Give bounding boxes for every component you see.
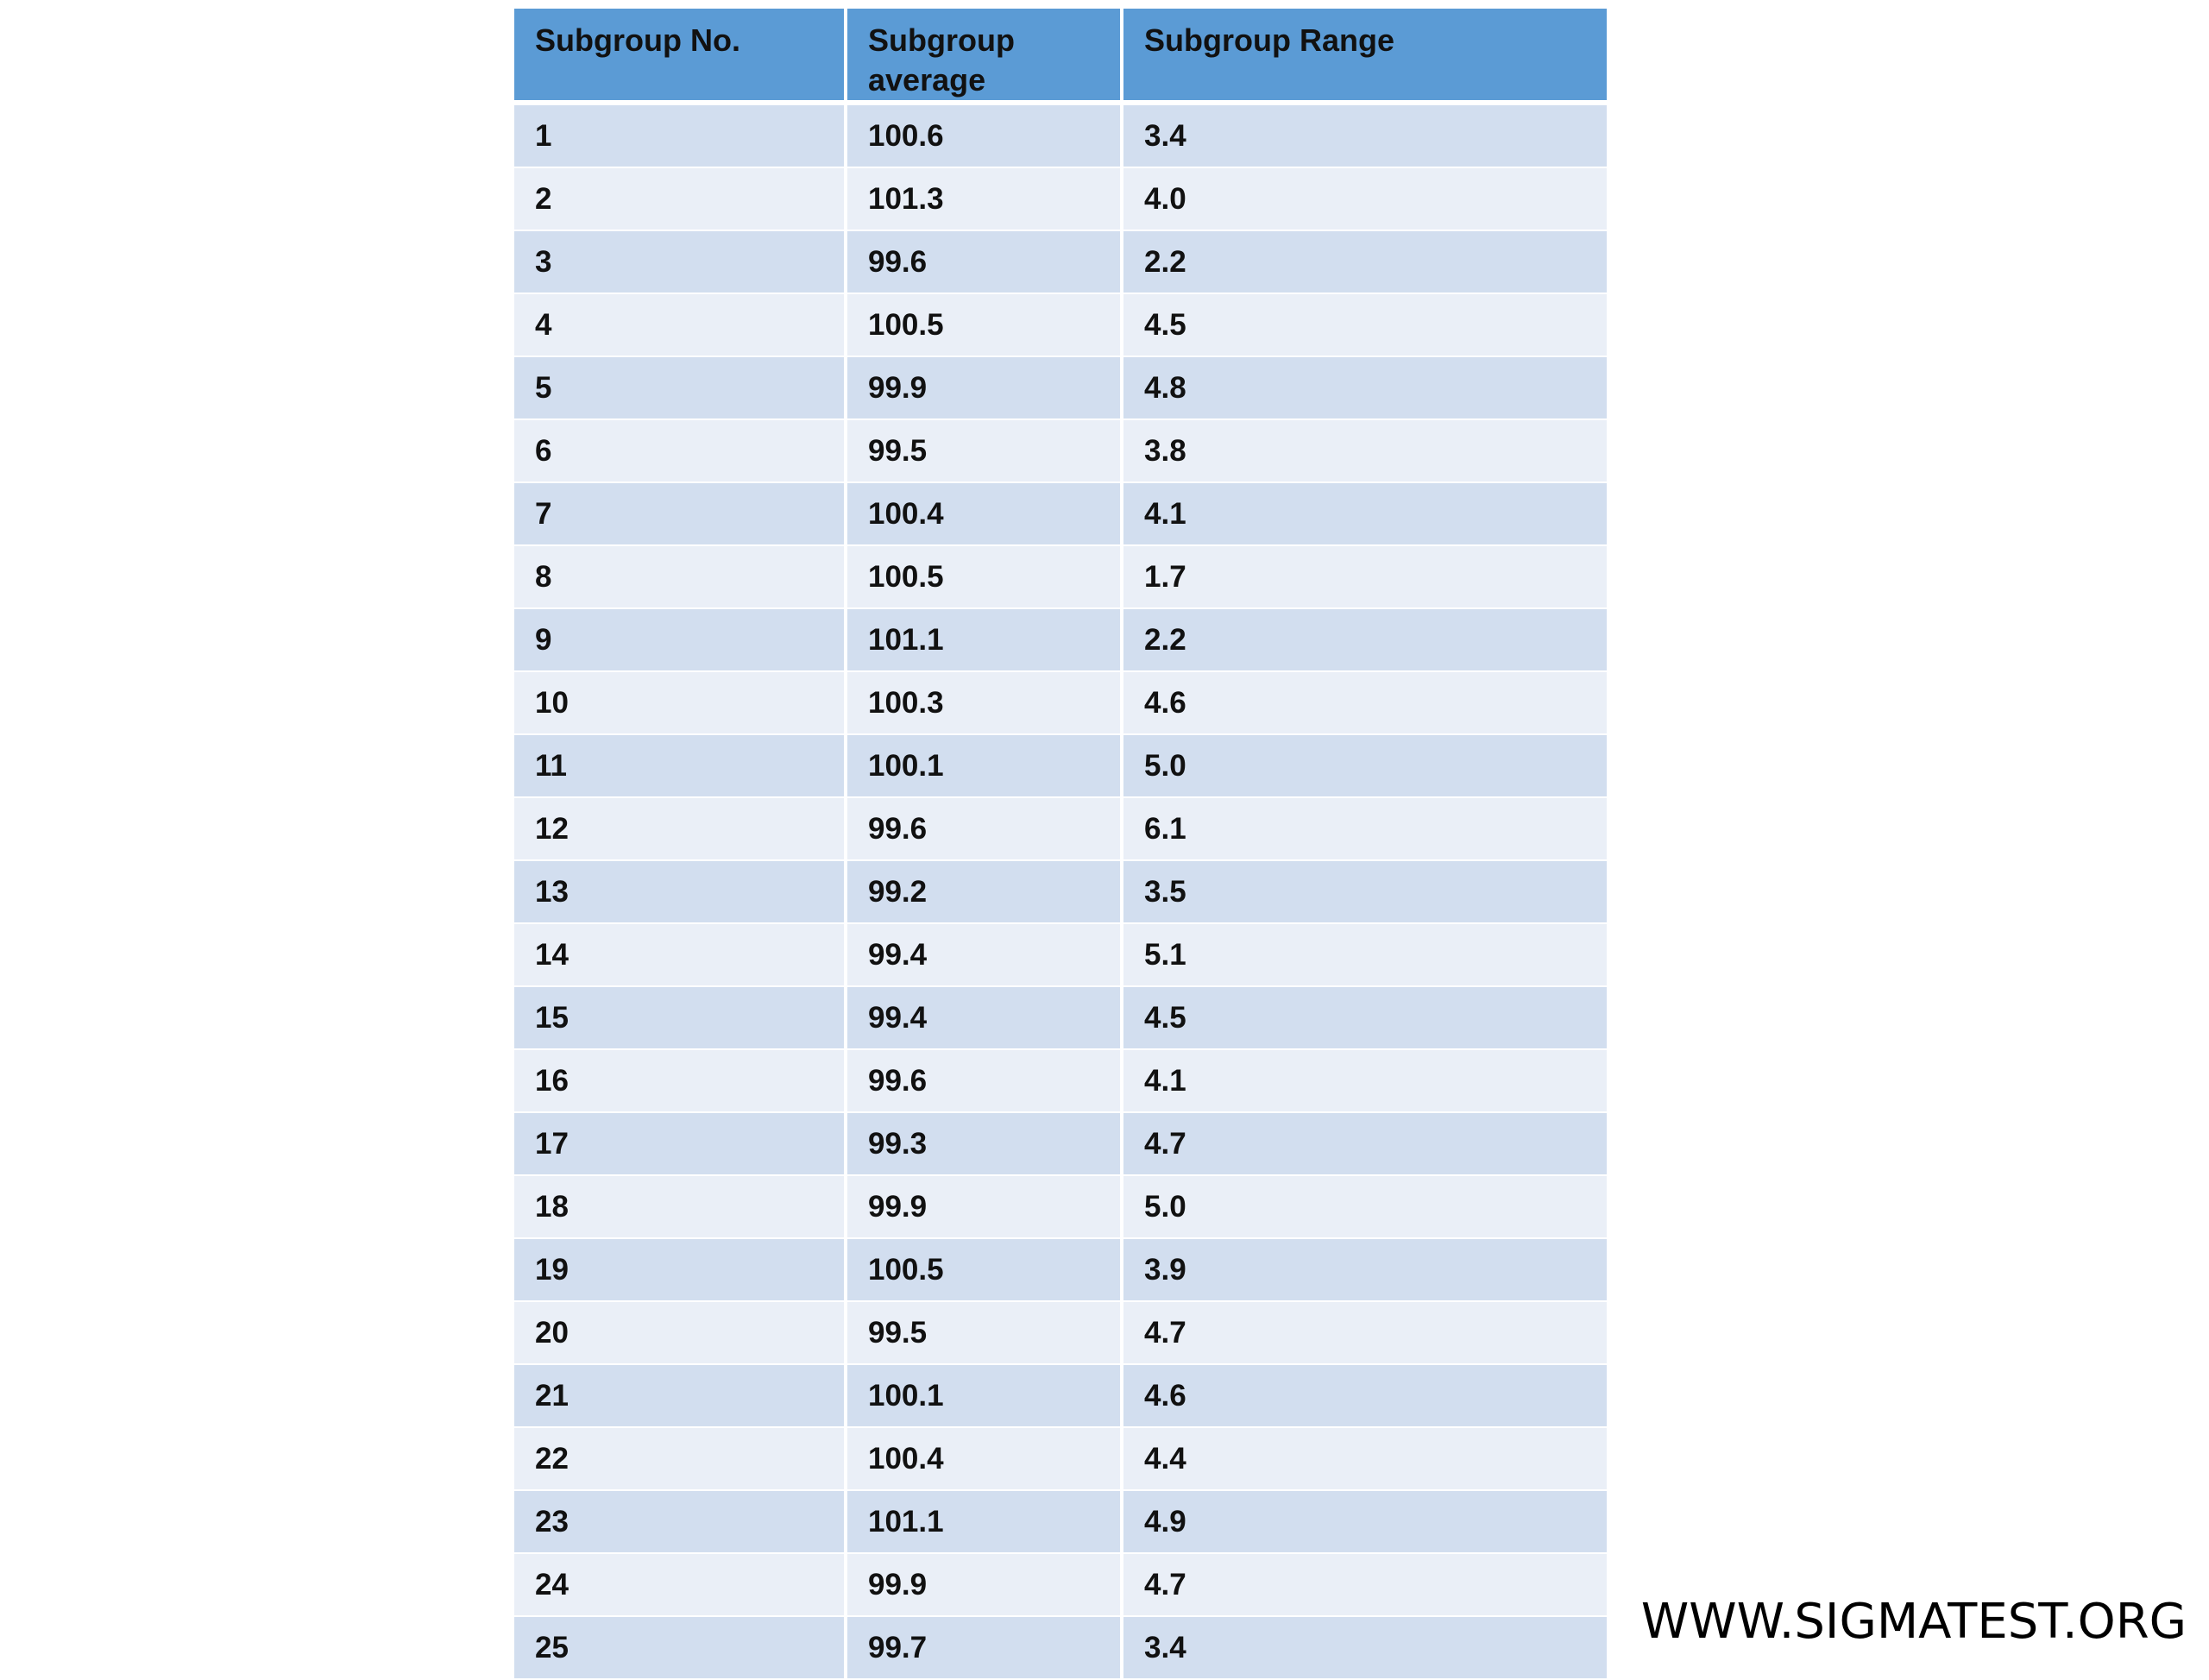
cell-subgroup-average: 99.7 [847,1617,1123,1680]
cell-subgroup-range: 3.4 [1123,1617,1607,1680]
cell-subgroup-average: 99.6 [847,798,1123,861]
cell-subgroup-average: 99.5 [847,1302,1123,1365]
cell-subgroup-no: 1 [514,105,847,168]
cell-subgroup-range: 4.1 [1123,1050,1607,1113]
cell-subgroup-no: 12 [514,798,847,861]
cell-subgroup-range: 4.7 [1123,1554,1607,1617]
table-row [514,168,1607,231]
header-subgroup-range: Subgroup Range [1123,9,1607,105]
cell-subgroup-range: 4.9 [1123,1491,1607,1554]
cell-subgroup-range: 4.8 [1123,357,1607,420]
table-body [514,105,1607,1680]
cell-subgroup-no: 21 [514,1365,847,1428]
cell-subgroup-range: 3.8 [1123,420,1607,483]
cell-subgroup-average: 99.6 [847,231,1123,294]
cell-subgroup-range: 2.2 [1123,231,1607,294]
cell-subgroup-no: 16 [514,1050,847,1113]
cell-subgroup-range: 3.4 [1123,105,1607,168]
subgroup-table [514,9,1607,1680]
cell-subgroup-average: 100.3 [847,672,1123,735]
cell-subgroup-range: 3.5 [1123,861,1607,924]
table-row [514,987,1607,1050]
cell-subgroup-no: 4 [514,294,847,357]
cell-subgroup-no: 8 [514,546,847,609]
cell-subgroup-no: 24 [514,1554,847,1617]
cell-subgroup-average: 101.3 [847,168,1123,231]
table-row [514,735,1607,798]
table-row [514,1176,1607,1239]
table-row [514,105,1607,168]
cell-subgroup-average: 100.5 [847,294,1123,357]
cell-subgroup-average: 100.4 [847,1428,1123,1491]
cell-subgroup-average: 99.4 [847,924,1123,987]
cell-subgroup-no: 13 [514,861,847,924]
header-row [514,9,1607,105]
cell-subgroup-average: 99.4 [847,987,1123,1050]
table-row [514,861,1607,924]
cell-subgroup-average: 100.4 [847,483,1123,546]
cell-subgroup-average: 101.1 [847,609,1123,672]
table-row [514,231,1607,294]
website-url: WWW.SIGMATEST.ORG [1640,1594,2187,1650]
cell-subgroup-no: 25 [514,1617,847,1680]
table-row [514,609,1607,672]
table-row [514,483,1607,546]
cell-subgroup-no: 2 [514,168,847,231]
cell-subgroup-range: 4.7 [1123,1113,1607,1176]
header-subgroup-average: Subgroup average [847,9,1123,105]
table-row [514,1365,1607,1428]
cell-subgroup-average: 100.1 [847,1365,1123,1428]
table-row [514,798,1607,861]
cell-subgroup-average: 99.5 [847,420,1123,483]
cell-subgroup-average: 100.6 [847,105,1123,168]
table-row [514,420,1607,483]
cell-subgroup-no: 10 [514,672,847,735]
cell-subgroup-average: 99.6 [847,1050,1123,1113]
cell-subgroup-average: 99.2 [847,861,1123,924]
table-row [514,1239,1607,1302]
cell-subgroup-range: 4.0 [1123,168,1607,231]
table-header [514,9,1607,105]
cell-subgroup-range: 5.1 [1123,924,1607,987]
table-row [514,1491,1607,1554]
cell-subgroup-no: 22 [514,1428,847,1491]
cell-subgroup-no: 9 [514,609,847,672]
cell-subgroup-no: 3 [514,231,847,294]
table-row [514,357,1607,420]
cell-subgroup-no: 17 [514,1113,847,1176]
table-row [514,1554,1607,1617]
cell-subgroup-range: 4.5 [1123,987,1607,1050]
cell-subgroup-average: 100.5 [847,1239,1123,1302]
cell-subgroup-average: 99.9 [847,1554,1123,1617]
cell-subgroup-average: 100.1 [847,735,1123,798]
cell-subgroup-range: 4.6 [1123,672,1607,735]
cell-subgroup-range: 5.0 [1123,1176,1607,1239]
cell-subgroup-range: 4.7 [1123,1302,1607,1365]
cell-subgroup-no: 7 [514,483,847,546]
cell-subgroup-average: 99.9 [847,357,1123,420]
table-row [514,1113,1607,1176]
cell-subgroup-average: 100.5 [847,546,1123,609]
cell-subgroup-average: 101.1 [847,1491,1123,1554]
header-subgroup-no: Subgroup No. [514,9,847,105]
cell-subgroup-range: 4.4 [1123,1428,1607,1491]
cell-subgroup-no: 23 [514,1491,847,1554]
table-row [514,1617,1607,1680]
table-row [514,1302,1607,1365]
table-row [514,672,1607,735]
cell-subgroup-no: 6 [514,420,847,483]
cell-subgroup-no: 14 [514,924,847,987]
cell-subgroup-range: 6.1 [1123,798,1607,861]
cell-subgroup-no: 5 [514,357,847,420]
table-row [514,1428,1607,1491]
cell-subgroup-no: 11 [514,735,847,798]
table-row [514,1050,1607,1113]
cell-subgroup-no: 15 [514,987,847,1050]
cell-subgroup-range: 4.1 [1123,483,1607,546]
cell-subgroup-no: 18 [514,1176,847,1239]
cell-subgroup-range: 1.7 [1123,546,1607,609]
cell-subgroup-average: 99.9 [847,1176,1123,1239]
cell-subgroup-range: 5.0 [1123,735,1607,798]
cell-subgroup-no: 20 [514,1302,847,1365]
cell-subgroup-average: 99.3 [847,1113,1123,1176]
cell-subgroup-range: 3.9 [1123,1239,1607,1302]
cell-subgroup-range: 2.2 [1123,609,1607,672]
cell-subgroup-range: 4.5 [1123,294,1607,357]
cell-subgroup-range: 4.6 [1123,1365,1607,1428]
cell-subgroup-no: 19 [514,1239,847,1302]
table-row [514,546,1607,609]
table-row [514,294,1607,357]
table-row [514,924,1607,987]
